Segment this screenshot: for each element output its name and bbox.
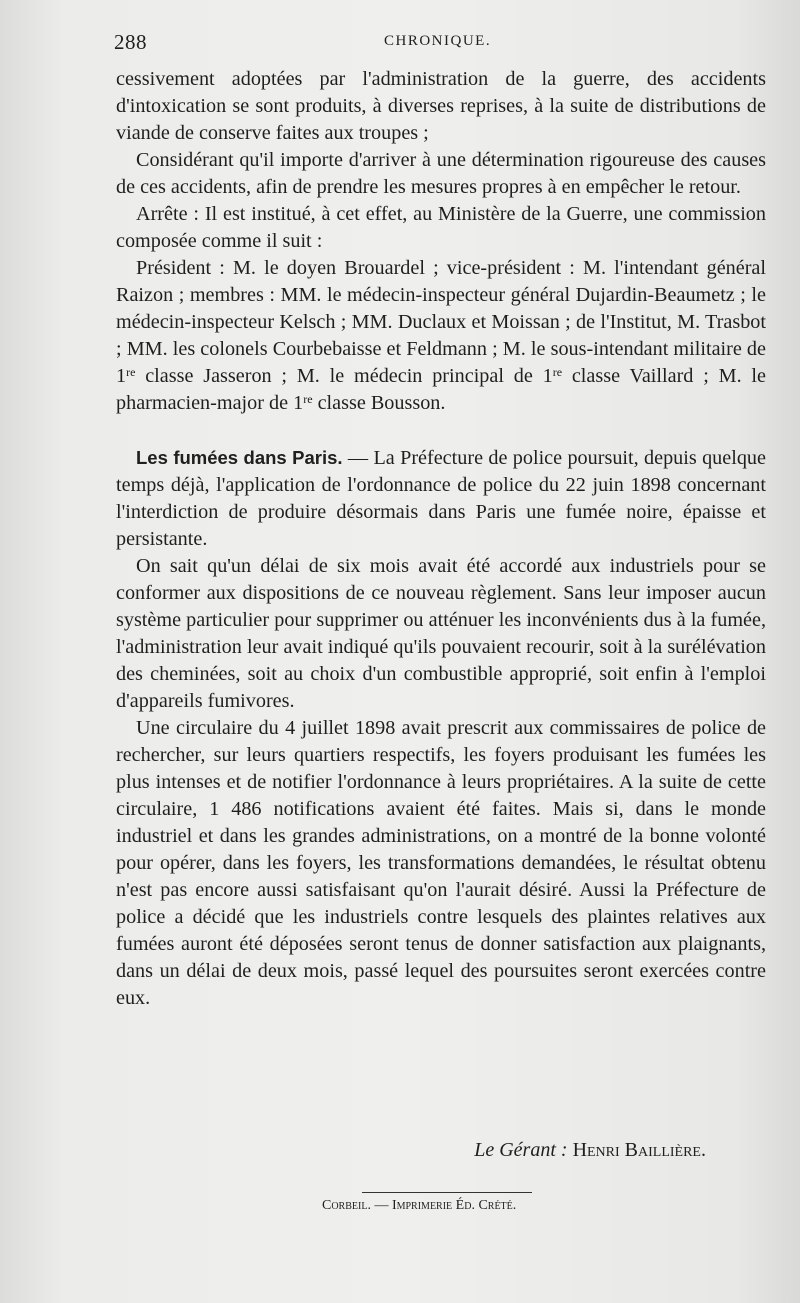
paragraph-commission-members: [116, 255, 766, 417]
paragraph-continuation: cessivement adoptées par l'administration de la guerre, des accidents d'intoxication se sont produits, à diverses reprises, à la suite de distributions de viande de conserve faites aux troupes ;: [116, 68, 766, 144]
superscript-re: re: [126, 365, 136, 379]
page-header: [114, 30, 766, 60]
body-text: [116, 66, 766, 1012]
members-text-a: Président : M. le doyen Brouardel ; vice-président : M. l'intendant général Raizon ; membres : MM. le médecin-inspecteur général Dujardin-Beaumetz ; le médecin-inspecteur Kelsch ; MM. Duclaux et Moissan ; de l'Institut, M. Trasbot ; MM. les colonels Courbebaisse et Feldmann ; M. le sous-intendant militaire de 1: [116, 257, 766, 387]
signature-label: Le Gérant :: [474, 1139, 568, 1161]
paragraph-delai: On sait qu'un délai de six mois avait été accordé aux industriels pour se conformer aux dispositions de ce nouveau règlement. Sans leur imposer aucun système particulier pour supprimer ou atténuer les inconvénients dus à la fumée, l'administration leur avait indiqué qu'ils pouvaient recourir, soit à la surélévation des cheminées, soit au choix d'un combustible approprié, soit enfin à l'emploi d'appareils fumivores.: [116, 555, 766, 712]
section-title: Les fumées dans Paris.: [136, 447, 343, 468]
paragraph-considerant: Considérant qu'il importe d'arriver à une détermination rigoureuse des causes de ces accidents, afin de prendre les mesures propres à en empêcher le retour.: [116, 149, 766, 198]
paragraph-fumees: [116, 444, 766, 553]
signature: [474, 1139, 706, 1162]
footer-rule: [362, 1192, 532, 1193]
members-text-d: classe Bousson.: [312, 392, 446, 414]
superscript-re: re: [303, 392, 313, 406]
superscript-re: re: [552, 365, 563, 379]
signature-name: Henri Baillière.: [572, 1139, 706, 1161]
members-text-c: classe Vaillard ; M. le pharmacien-major de 1: [116, 365, 766, 414]
running-head: CHRONIQUE.: [384, 33, 492, 49]
fumees-text: — La Préfecture de police poursuit, depuis quelque temps déjà, l'application de l'ordonnance de police du 22 juin 1898 concernant l'interdiction de produire désormais dans Paris une fumée noire, épaisse et persistante.: [116, 447, 766, 550]
page-number: 288: [114, 30, 147, 54]
section-gap: [116, 417, 766, 444]
paragraph-arrete: Arrête : Il est institué, à cet effet, au Ministère de la Guerre, une commission composée comme il suit :: [116, 203, 766, 252]
members-text-b: classe Jasseron ; M. le médecin principal de 1: [135, 365, 553, 387]
printer-colophon: Corbeil. — Imprimerie Éd. Crété.: [322, 1198, 517, 1213]
paragraph-circulaire: Une circulaire du 4 juillet 1898 avait prescrit aux commissaires de police de rechercher, sur leurs quartiers respectifs, les foyers produisant les fumées les plus intenses et de notifier l'ordonnance à leurs propriétaires. A la suite de cette circulaire, 1 486 notifications avaient été faites. Mais si, dans le monde industriel et dans les grandes administrations, on a montré de la bonne volonté pour opérer, dans les foyers, les transformations demandées, le résultat obtenu n'est pas encore aussi satisfaisant qu'on l'aurait désiré. Aussi la Préfecture de police a décidé que les industriels contre lesquels des plaintes relatives aux fumées auront été déposées seront tenus de donner satisfaction aux plaignants, dans un délai de deux mois, passé lequel des poursuites seront exercées contre eux.: [116, 717, 766, 1009]
